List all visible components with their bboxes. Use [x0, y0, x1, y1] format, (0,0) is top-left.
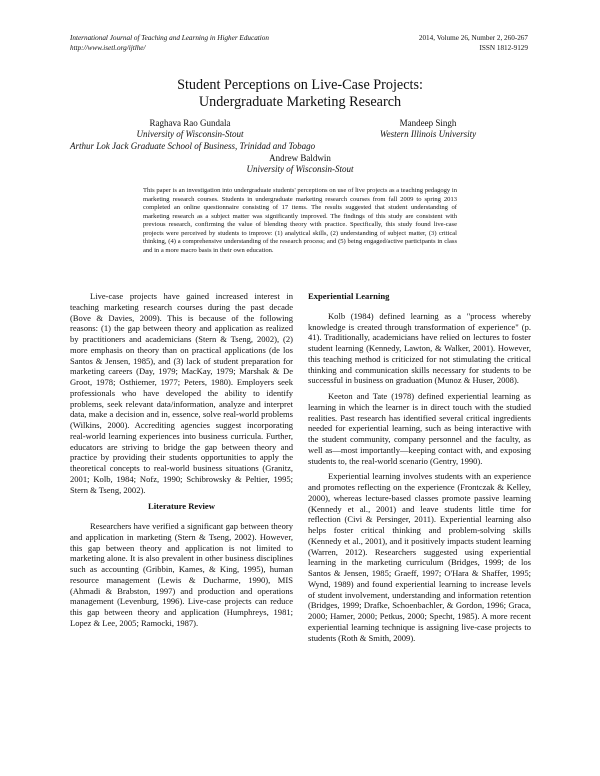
- section-heading-literature-review: Literature Review: [148, 501, 215, 512]
- journal-url: http://www.isetl.org/ijtlhe/: [70, 43, 146, 52]
- journal-name: International Journal of Teaching and Learning in Higher Education: [70, 34, 269, 42]
- experiential-paragraph-2: Keeton and Tate (1978) defined experiential learning as learning in which the learner is in direct touch with the studied realities. Past research has identified several critical ingredients needed for experiential learning, such as being interactive with the student community, company personnel and the faculty, as well as—most importantly—keeping contact with, and exposing students to, the real-world scenario (Gentry, 1990).: [308, 391, 531, 466]
- author-name: Andrew Baldwin: [269, 153, 331, 163]
- paper-title: [0, 77, 600, 111]
- author-affiliation: University of Wisconsin-Stout: [246, 164, 354, 175]
- literature-paragraph: Researchers have verified a significant gap between theory and application in marketing (Stern & Tseng, 2002). However, this gap between theory and application is not limited to marketing alone. It is also prevalent in other business disciplines such as accounting (Gribbin, Kames, & King, 1995), human resource management (Lewis & Ducharme, 1990), MIS (Ahmadi & Brabston, 1997) and production and operations management (Levenburg, 1996). Live-case projects can reduce this gap between theory and application (Humphreys, 1981; Lopez & Lee, 2005; Ramocki, 1987).: [70, 521, 293, 628]
- experiential-paragraph-3: Experiential learning involves students with an experience and promotes reflecting on the experience (Frontczak & Kelley, 2000), whereas lecture-based classes promote passive learning (Kennedy et al., 2001) and leave students little time for reflection (Civi & Persinger, 2011). Experiential learning also helps foster critical thinking and problem-solving skills (Kennedy et al., 2001), and it positively impacts student learning (Warren, 2012). Researchers suggested using experiential learning in the marketing curriculum (Bridges, 1999; de los Santos & Jensen, 1985; Graeff, 1997; O'Hara & Shaffer, 1995; Wynd, 1989) and found experiential learning to increase levels of student involvement, understanding and information retention (Bridges, 1999; Drafke, Schoenbachler, & Gordon, 1996; Graca, 2000; Hamer, 2000; Petkus, 2000; Specht, 1985). A more recent experiential learning technique is assigning live-case projects to students (Roth & Smith, 2009).: [308, 471, 531, 643]
- author-name: Raghava Rao Gundala: [149, 118, 231, 128]
- author-affiliation: University of Wisconsin-Stout: [136, 129, 244, 140]
- author-1: [70, 118, 316, 152]
- issue-header: [419, 34, 528, 53]
- journal-header: [70, 34, 269, 53]
- author-name: Mandeep Singh: [399, 118, 457, 128]
- issue-info: 2014, Volume 26, Number 2, 260-267: [418, 34, 528, 42]
- abstract: This paper is an investigation into undergraduate students' perceptions on use of live projects as a teaching pedagogy in marketing research courses. Students in undergraduate marketing research courses from fall 2009 to spring 2013 completed an online questionnaire consisting of 17 items. The results suggested that student understanding of marketing research as a subject matter was significantly improved. The findings of this study are consistent with previous research, confirming the value of blending theory with practice. Specifically, this study found live-case projects were perceived by students to improve: (1) analytical skills, (2) understanding of subject matter, (3) critical thinking, (4) a comprehensive understanding of the research process; and (5) being engaged/active participants in class and in a more macro basis in their own education.: [143, 187, 457, 254]
- title-line-1: Student Perceptions on Live-Case Projects:: [177, 77, 423, 93]
- left-column: [70, 291, 293, 634]
- author-3: [200, 153, 400, 176]
- author-affiliation: Western Illinois University: [379, 129, 477, 140]
- title-line-2: Undergraduate Marketing Research: [198, 94, 402, 110]
- author-2: [328, 118, 528, 141]
- right-column: [308, 291, 531, 648]
- issn: ISSN 1812-9129: [479, 43, 528, 52]
- section-heading-experiential-learning: Experiential Learning: [308, 291, 390, 301]
- intro-paragraph: Live-case projects have gained increased interest in teaching marketing research courses during the past decade (Bove & Davies, 2009). This is because of the following reasons: (1) the gap between theory and application as realized by practitioners and academicians (Stern & Tseng, 2002), (2) more emphasis on theory than on practical applications (de los Santos & Jensen, 1985), and (3) lack of student preparation for marketing careers (Day, 1979; MacKay, 1979; Marshak & De Groot, 1978; Osthiemer, 1977; Peters, 1980). Employers seek professionals who have developed the ability to identify problems, seek relevant data/information, analyze and interpret data, make a decision and in, essence, solve real-world problems (Wilkins, 2000). Accrediting agencies suggest incorporating real-world learning experiences into business curricula. Further, educators are striving to bridge the gap between theory and practice by providing their students opportunities to apply the theoretical concepts to real-world business situations (Granitz, 2001; Kolb, 1984; Nofz, 1990; Schibrowsky & Peltier, 1995; Stern & Tseng, 2002).: [70, 291, 293, 495]
- experiential-paragraph-1: Kolb (1984) defined learning as a "process whereby knowledge is created through transformation of experience" (p. 41). Traditionally, academicians have relied on lectures to foster student learning (Kennedy, Lawton, & Walker, 2001). However, this teaching method is criticized for not stimulating the critical thinking and communication skills necessary for students to be successful in business on graduation (Munoz & Huser, 2008).: [308, 310, 531, 386]
- author-affiliation-2: Arthur Lok Jack Graduate School of Business, Trinidad and Tobago: [70, 140, 316, 151]
